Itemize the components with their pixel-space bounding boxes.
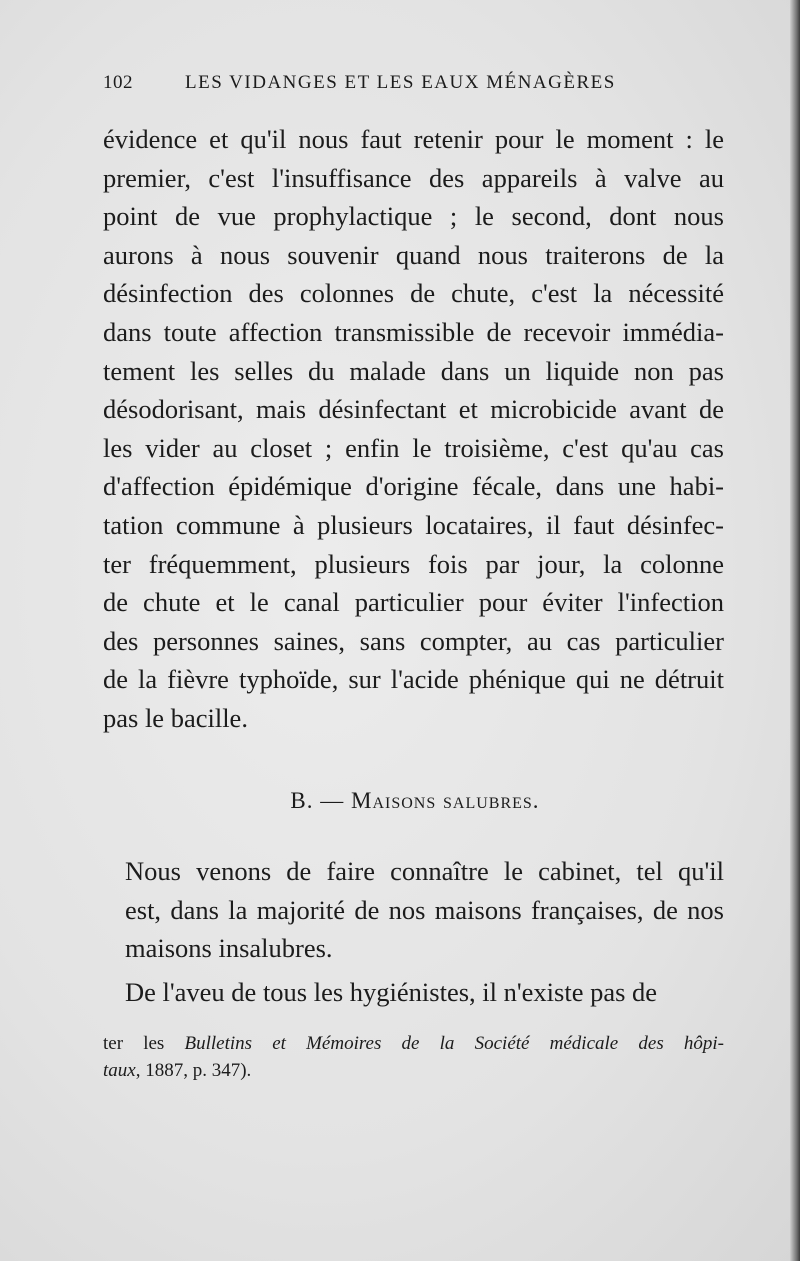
text-line: des personnes saines, sans compter, au cas particulier [103, 625, 724, 656]
running-header [103, 72, 616, 94]
text-line: de la fièvre typhoïde, sur l'acide phénique qui ne détruit [103, 664, 724, 695]
text-line: point de vue prophylactique ; le second, dont nous [103, 201, 724, 232]
paragraph-3 [103, 973, 724, 1012]
footnote-prefix: ter les [103, 1033, 185, 1054]
paragraph-1 [103, 120, 724, 738]
text-line: De l'aveu de tous les hygiénistes, il n'existe pas de [125, 977, 658, 1007]
running-title: LES VIDANGES ET LES EAUX MÉNAGÈRES [185, 72, 616, 93]
paragraph-2 [103, 852, 724, 968]
text-line: de chute et le canal particulier pour éviter l'infection [103, 587, 724, 618]
text-line: désodorisant, mais désinfectant et microbicide avant de [103, 394, 724, 425]
page-edge-shadow [790, 0, 800, 1261]
text-line: désinfection des colonnes de chute, c'est la nécessité [103, 278, 724, 309]
footnote-citation-title-end: taux [103, 1060, 136, 1081]
text-line: tation commune à plusieurs locataires, il faut désinfec- [103, 509, 724, 540]
footnote-citation-title: Bulletins et Mémoires de la Société médicale des hôpi- [184, 1033, 724, 1054]
text-line: est, dans la majorité de nos maisons françaises, de nos [125, 894, 724, 925]
text-line: ter fréquemment, plusieurs fois par jour, la colonne [103, 548, 724, 579]
text-line: Nous venons de faire connaître le cabinet, tel qu'il [125, 856, 724, 886]
text-line: d'affection épidémique d'origine fécale, dans une habi- [103, 471, 724, 502]
text-line: dans toute affection transmissible de recevoir immédia- [103, 316, 724, 347]
text-line: les vider au closet ; enfin le troisième, c'est qu'au cas [103, 432, 724, 463]
text-line: pas le bacille. [103, 702, 248, 733]
text-line: tement les selles du malade dans un liquide non pas [103, 355, 724, 386]
text-line: maisons insalubres. [125, 933, 333, 964]
page-number: 102 [103, 72, 133, 93]
section-heading [0, 788, 800, 814]
footnote-citation-details: , 1887, p. 347). [135, 1060, 252, 1081]
text-line: évidence et qu'il nous faut retenir pour le moment : le [103, 124, 724, 154]
footnote-line-2 [103, 1057, 724, 1084]
section-heading-prefix: B. — [290, 788, 352, 813]
section-heading-title: Maisons salubres. [351, 788, 540, 813]
text-line: premier, c'est l'insuffisance des appareils à valve au [103, 162, 724, 193]
footnote-line-1 [103, 1030, 724, 1057]
footnote [103, 1030, 724, 1084]
text-line: aurons à nous souvenir quand nous traiterons de la [103, 239, 724, 270]
